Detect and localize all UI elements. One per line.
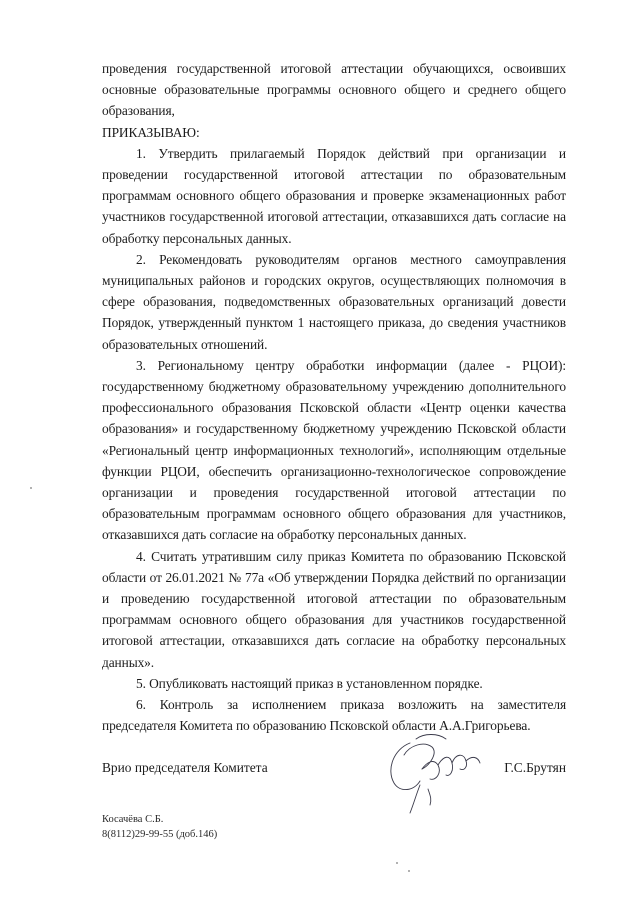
order-item-1: 1. Утвердить прилагаемый Порядок действий при организации и проведении государственной итоговой аттестации по образовательным программам основного общего образования и проверке экзаменационных работ участников государственной итоговой аттестации, отказавшихся дать согласие на обработку персональных данных.	[102, 145, 566, 246]
order-item-3: 3. Региональному центру обработки информации (далее - РЦОИ): государственному бюджетному образовательному учреждению дополнительного профессионального образования Псковской области «Центр оценки качества образования» и государственному бюджетному учреждению Псковской области «Региональный центр информационных технологий», исполняющим отдельные функции РЦОИ, обеспечить организационно-технологическое сопровождение организации и проведения государственной итоговой аттестации по образовательным программам основного общего образования для участников, отказавшихся дать согласие на обработку персональных данных.	[102, 357, 566, 543]
order-item-5: 5. Опубликовать настоящий приказ в установленном порядке.	[136, 675, 483, 691]
contact-block	[102, 812, 217, 842]
order-item-2: 2. Рекомендовать руководителям органов местного самоуправления муниципальных районов и городских округов, осуществляющих полномочия в сфере образования, подведомственных образовательных организаций довести Порядок, утвержденный пунктом 1 настоящего приказа, до сведения участников образовательных отношений.	[102, 251, 566, 352]
intro-paragraph: проведения государственной итоговой аттестации обучающихся, освоивших основные образовательные программы основного общего и среднего общего образования,	[102, 61, 566, 119]
order-item-4: 4. Считать утратившим силу приказ Комитета по образованию Псковской области от 26.01.2021 № 77а «Об утверждении Порядка действий по организации и проведению государственной итоговой аттестации по образовательным программам основного общего образования для участников государственной итоговой аттестации, отказавшихся дать согласие на обработку персональных данных».	[102, 548, 566, 670]
signature-row	[102, 760, 566, 782]
signatory-name: Г.С.Брутян	[504, 760, 566, 775]
order-item-6: 6. Контроль за исполнением приказа возложить на заместителя председателя Комитета по образованию Псковской области А.А.Григорьева.	[102, 697, 566, 734]
executor-phone: 8(8112)29-99-55 (доб.146)	[102, 829, 218, 840]
order-heading: ПРИКАЗЫВАЮ:	[102, 124, 200, 140]
signatory-position: Врио председателя Комитета	[102, 760, 268, 775]
document-body	[102, 58, 566, 737]
scan-dot	[396, 862, 398, 864]
scan-dot	[30, 487, 32, 489]
scan-dot	[408, 870, 410, 872]
handwritten-signature	[380, 725, 490, 820]
executor-name: Косачёва С.Б.	[102, 814, 164, 825]
